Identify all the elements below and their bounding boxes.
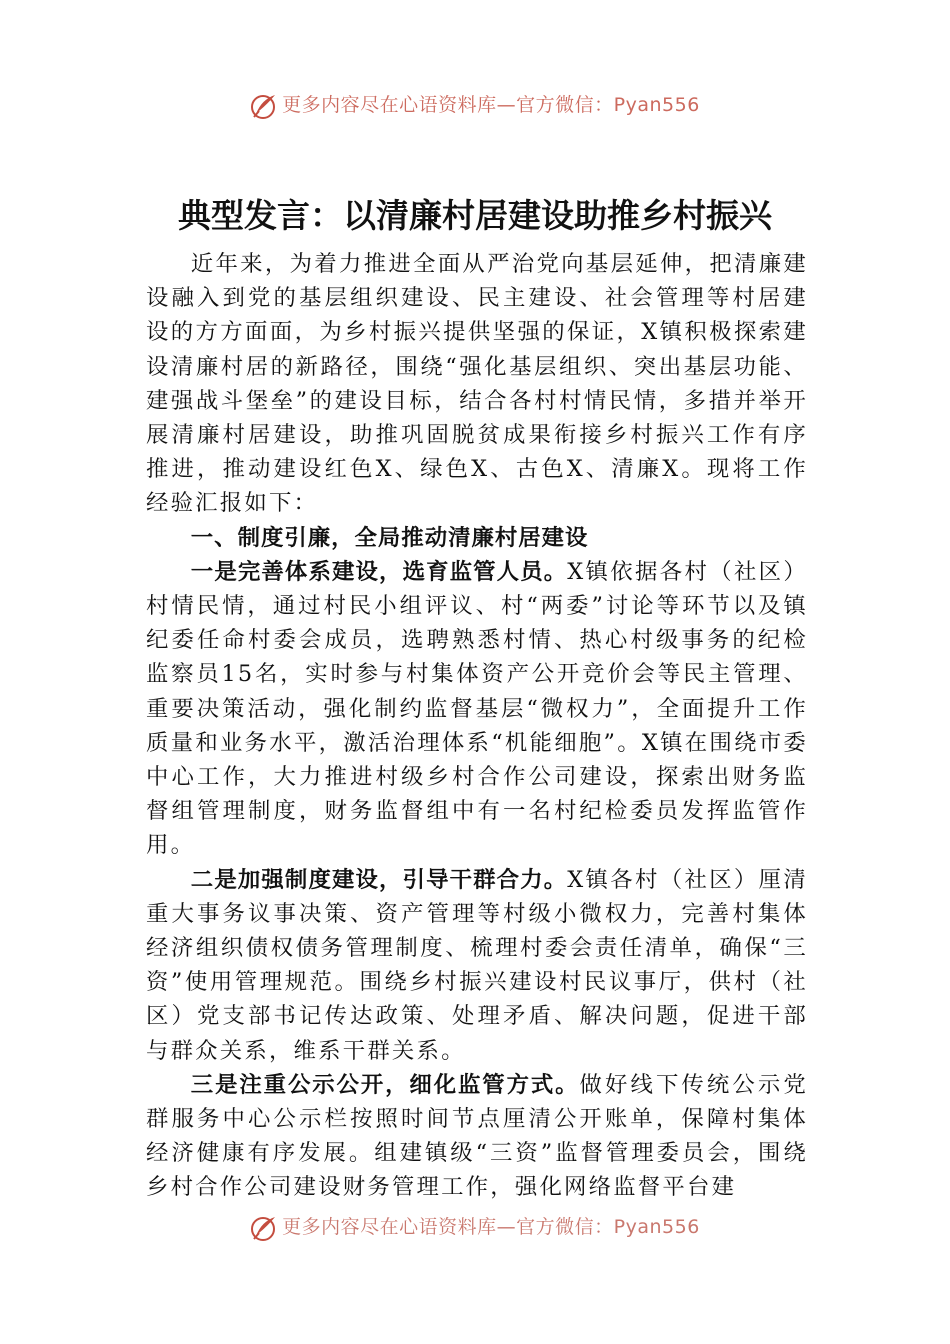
watermark-bottom [0,1212,950,1242]
paragraph-1 [146,555,808,863]
paragraph-1-lead: 一是完善体系建设，选育监管人员。 [190,558,568,585]
section-heading: 一、制度引廉，全局推动清廉村居建设 [190,524,589,551]
feather-logo-icon [250,92,278,120]
paragraph-3 [146,1068,808,1205]
paragraph-2 [146,863,808,1068]
intro-paragraph: 近年来，为着力推进全面从严治党向基层延伸，把清廉建设融入到党的基层组织建设、民主建设、社会管理等村居建设的方方面面，为乡村振兴提供坚强的保证，X镇积极探索建设清廉村居的新路径，围绕“强化基层组织、突出基层功能、建强战斗堡垒”的建设目标，结合各村村情民情，多措并举开展清廉村居建设，助推巩固脱贫成果衔接乡村振兴工作有序推进，推动建设红色X、绿色X、古色X、清廉X。现将工作经验汇报如下： [146,251,808,517]
feather-logo-icon [250,1214,278,1242]
paragraph-3-text: 做好线下传统公示党群服务中心公示栏按照时间节点厘清公开账单，保障村集体经济健康有序发展。组建镇级“三资”监督管理委员会，围绕乡村合作公司建设财务管理工作，强化网络监督平台建 [146,1071,808,1201]
paragraph-1-text: X镇依据各村（社区）村情民情，通过村民小组评议、村“两委”讨论等环节以及镇纪委任命村委会成员，选聘熟悉村情、热心村级事务的纪检监察员15名，实时参与村集体资产公开竞价会等民主管理、重要决策活动，强化制约监督基层“微权力”，全面提升工作质量和业务水平，激活治理体系“机能细胞”。X镇在围绕市委中心工作，大力推进村级乡村合作公司建设，探索出财务监督组管理制度，财务监督组中有一名村纪检委员发挥监管作用。 [146,558,808,859]
watermark-top [0,90,950,120]
document-title: 典型发言：以清廉村居建设助推乡村振兴 [178,196,772,235]
paragraph-3-lead: 三是注重公示公开，细化监管方式。 [190,1071,580,1098]
watermark-text: 更多内容尽在心语资料库—官方微信：Pyan556 [282,1216,700,1238]
watermark-text: 更多内容尽在心语资料库—官方微信：Pyan556 [282,94,700,116]
paragraph-2-lead: 二是加强制度建设，引导干群合力。 [190,866,568,893]
paragraph-2-text: X镇各村（社区）厘清重大事务议事决策、资产管理等村级小微权力，完善村集体经济组织债权债务管理制度、梳理村委会责任清单，确保“三资”使用管理规范。围绕乡村振兴建设村民议事厅，供村（社区）党支部书记传达政策、处理矛盾、解决问题，促进干部与群众关系，维系干群关系。 [146,866,808,1064]
document-body [146,247,808,1205]
